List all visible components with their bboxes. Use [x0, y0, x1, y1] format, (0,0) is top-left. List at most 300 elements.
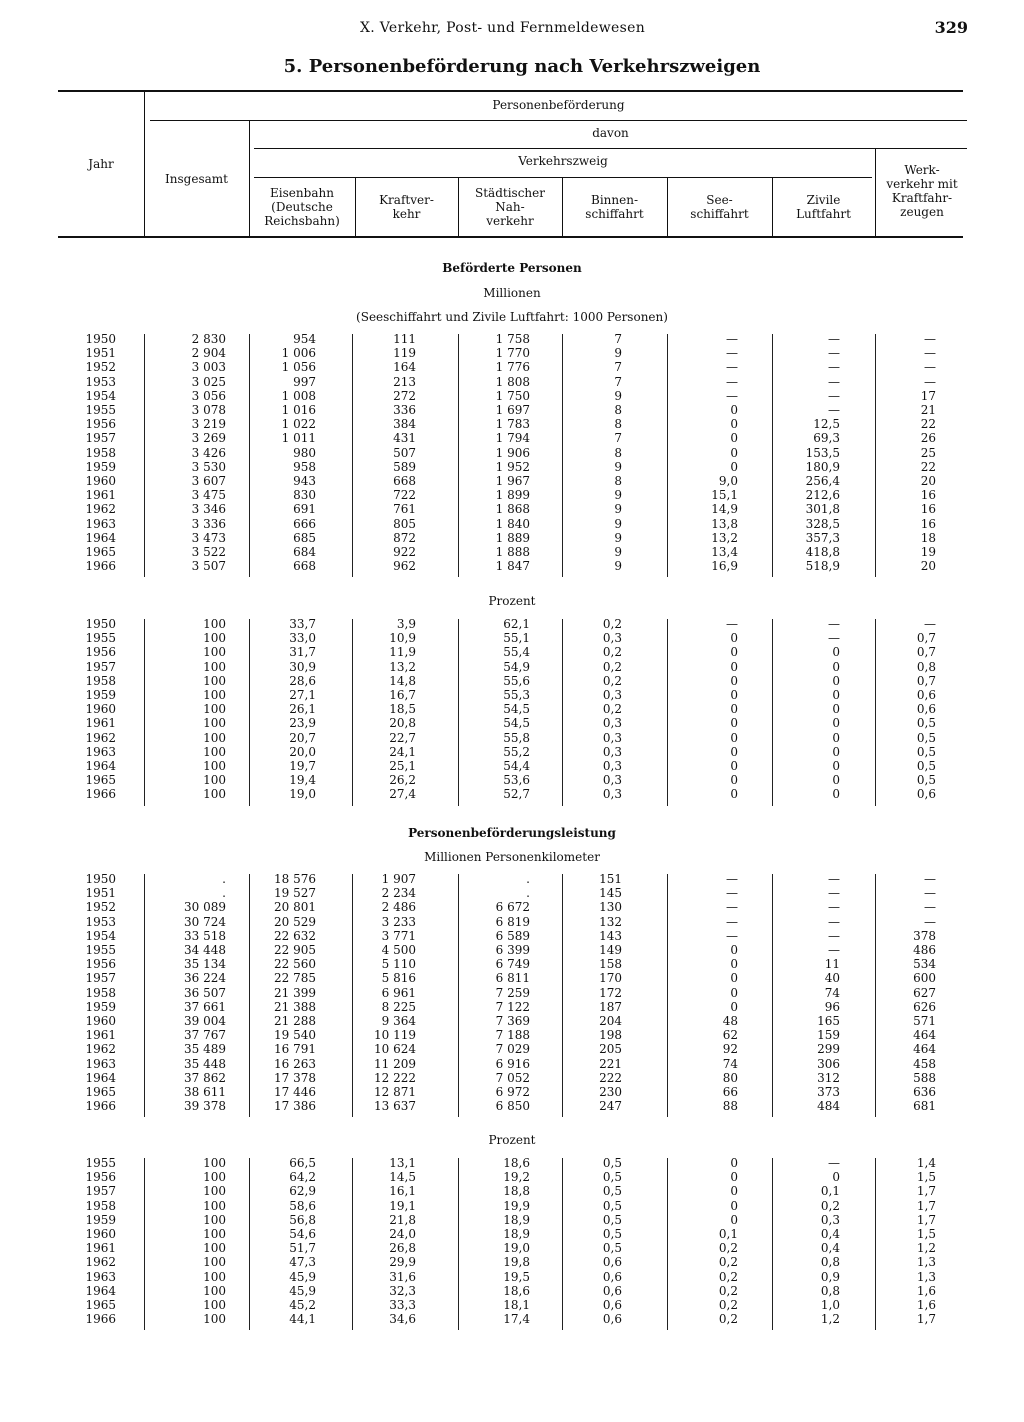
cell-kraftverkehr: 12 222: [374, 1070, 416, 1085]
cell-nahverkehr: 18,6: [503, 1283, 530, 1298]
cell-insgesamt: 3 507: [191, 559, 226, 574]
cell-werkverkehr: —: [924, 374, 936, 389]
cell-eisenbahn: 1 056: [281, 360, 316, 375]
cell-year: 1963: [85, 744, 116, 759]
table-block-befoerderte-millionen: [0, 332, 1024, 578]
table-row: [0, 773, 1024, 787]
table-row: [0, 559, 1024, 573]
cell-kraftverkehr: 431: [393, 431, 416, 446]
cell-luftfahrt: 1,2: [820, 1312, 840, 1327]
cell-kraftverkehr: 11 209: [374, 1056, 416, 1071]
cell-year: 1951: [85, 886, 116, 901]
cell-kraftverkehr: 31,6: [389, 1269, 416, 1284]
cell-werkverkehr: 18: [920, 530, 936, 545]
cell-seeschiffahrt: 0: [730, 702, 738, 717]
table-row: [0, 417, 1024, 431]
col-jahr-header: Jahr: [88, 157, 114, 171]
cell-werkverkehr: 0,7: [916, 673, 936, 688]
cell-kraftverkehr: 5 110: [381, 957, 416, 972]
cell-werkverkehr: 1,6: [916, 1298, 936, 1312]
cell-werkverkehr: 571: [913, 1014, 936, 1028]
cell-kraftverkehr: 805: [393, 516, 416, 531]
cell-kraftverkehr: 962: [393, 559, 416, 574]
cell-seeschiffahrt: 66: [722, 1085, 738, 1099]
cell-binnenschiffahrt: 187: [599, 999, 622, 1014]
table-title: 5. Personenbeförderung nach Verkehrszweigen: [283, 56, 761, 77]
cell-seeschiffahrt: 0: [730, 445, 738, 460]
cell-seeschiffahrt: 0: [730, 1198, 738, 1213]
cell-nahverkehr: 54,5: [503, 716, 530, 731]
table-row: [0, 660, 1024, 674]
cell-luftfahrt: 212,6: [805, 488, 840, 503]
cell-insgesamt: 33 518: [184, 928, 226, 943]
cell-kraftverkehr: 336: [393, 403, 416, 417]
cell-luftfahrt: —: [828, 928, 840, 943]
cell-binnenschiffahrt: 222: [599, 1070, 622, 1085]
cell-eisenbahn: 17 446: [274, 1085, 316, 1099]
cell-binnenschiffahrt: 143: [599, 928, 622, 943]
cell-kraftverkehr: 24,0: [389, 1227, 416, 1241]
cell-nahverkehr: 55,4: [503, 645, 530, 660]
cell-year: 1956: [85, 957, 116, 972]
cell-kraftverkehr: 13 637: [374, 1099, 416, 1114]
table-row: [0, 502, 1024, 516]
cell-luftfahrt: —: [828, 943, 840, 957]
cell-binnenschiffahrt: 0,5: [602, 1184, 622, 1199]
cell-year: 1953: [85, 914, 116, 929]
cell-luftfahrt: —: [828, 388, 840, 403]
cell-seeschiffahrt: 0,2: [718, 1298, 738, 1312]
col-nahverkehr-header: Städtischer Nah- verkehr: [475, 186, 545, 228]
cell-seeschiffahrt: 0: [730, 688, 738, 702]
cell-seeschiffahrt: 13,4: [711, 545, 738, 559]
cell-werkverkehr: 0,5: [916, 730, 936, 745]
cell-kraftverkehr: 33,3: [389, 1298, 416, 1312]
cell-year: 1964: [85, 530, 116, 545]
cell-werkverkehr: 627: [913, 985, 936, 1000]
cell-insgesamt: 3 475: [191, 488, 226, 503]
cell-nahverkehr: 18,8: [503, 1184, 530, 1199]
table-row: [0, 474, 1024, 488]
cell-eisenbahn: 980: [293, 445, 316, 460]
cell-seeschiffahrt: 0: [730, 744, 738, 759]
cell-year: 1959: [85, 1212, 116, 1227]
cell-werkverkehr: 16: [920, 502, 936, 517]
cell-nahverkehr: 6 811: [495, 971, 530, 986]
cell-binnenschiffahrt: 0,6: [602, 1283, 622, 1298]
cell-werkverkehr: —: [924, 886, 936, 901]
cell-insgesamt: 100: [203, 1255, 226, 1270]
cell-binnenschiffahrt: 0,5: [602, 1170, 622, 1185]
cell-eisenbahn: 28,6: [289, 673, 316, 688]
cell-werkverkehr: 0,6: [916, 702, 936, 717]
cell-nahverkehr: 18,6: [503, 1156, 530, 1170]
cell-binnenschiffahrt: 198: [599, 1028, 622, 1043]
cell-kraftverkehr: 164: [393, 360, 416, 375]
cell-binnenschiffahrt: 0,3: [602, 688, 622, 702]
cell-insgesamt: 37 767: [184, 1028, 226, 1043]
cell-year: 1963: [85, 1056, 116, 1071]
cell-luftfahrt: 0: [832, 744, 840, 759]
cell-nahverkehr: 1 808: [495, 374, 530, 389]
cell-year: 1965: [85, 545, 116, 559]
cell-werkverkehr: 626: [913, 999, 936, 1014]
header-rule: [150, 120, 967, 121]
cell-seeschiffahrt: —: [726, 360, 738, 375]
cell-insgesamt: 100: [203, 1312, 226, 1327]
cell-insgesamt: 30 089: [184, 900, 226, 915]
cell-eisenbahn: 1 022: [281, 417, 316, 432]
cell-insgesamt: 100: [203, 1156, 226, 1170]
cell-luftfahrt: 0,3: [820, 1212, 840, 1227]
cell-nahverkehr: 1 776: [495, 360, 530, 375]
cell-seeschiffahrt: 0: [730, 659, 738, 674]
cell-year: 1952: [85, 900, 116, 915]
cell-nahverkehr: 1 783: [495, 417, 530, 432]
cell-luftfahrt: —: [828, 360, 840, 375]
cell-seeschiffahrt: 13,2: [711, 530, 738, 545]
cell-werkverkehr: 1,5: [916, 1170, 936, 1185]
cell-insgesamt: 37 862: [184, 1070, 226, 1085]
cell-eisenbahn: 33,0: [289, 631, 316, 646]
cell-eisenbahn: 16 791: [274, 1042, 316, 1057]
cell-werkverkehr: 378: [913, 928, 936, 943]
cell-eisenbahn: 16 263: [274, 1056, 316, 1071]
cell-werkverkehr: 458: [913, 1056, 936, 1071]
cell-kraftverkehr: 21,8: [389, 1212, 416, 1227]
cell-nahverkehr: 6 916: [495, 1056, 530, 1071]
cell-eisenbahn: 19 527: [274, 886, 316, 901]
section-unit-personenkilometer: Millionen Personenkilometer: [424, 850, 600, 864]
cell-eisenbahn: 1 006: [281, 346, 316, 361]
cell-year: 1965: [85, 1298, 116, 1312]
cell-seeschiffahrt: 0,2: [718, 1312, 738, 1327]
cell-luftfahrt: 0: [832, 1170, 840, 1185]
cell-seeschiffahrt: 0: [730, 1170, 738, 1185]
cell-nahverkehr: 7 122: [495, 999, 530, 1014]
cell-nahverkehr: 7 369: [495, 1014, 530, 1028]
cell-luftfahrt: 153,5: [805, 445, 840, 460]
table-row: [0, 872, 1024, 886]
cell-luftfahrt: 357,3: [805, 530, 840, 545]
cell-binnenschiffahrt: 170: [599, 971, 622, 986]
table-row: [0, 545, 1024, 559]
cell-insgesamt: 3 530: [191, 459, 226, 474]
cell-binnenschiffahrt: 9: [614, 530, 622, 545]
cell-year: 1962: [85, 1255, 116, 1270]
cell-binnenschiffahrt: 0,6: [602, 1298, 622, 1312]
cell-werkverkehr: 486: [913, 943, 936, 957]
cell-seeschiffahrt: 0: [730, 403, 738, 417]
cell-nahverkehr: 1 868: [495, 502, 530, 517]
cell-kraftverkehr: 8 225: [381, 999, 416, 1014]
cell-seeschiffahrt: 0: [730, 631, 738, 646]
cell-year: 1956: [85, 645, 116, 660]
col-luftfahrt-header: Zivile Luftfahrt: [796, 193, 851, 221]
cell-seeschiffahrt: 0: [730, 1184, 738, 1199]
cell-year: 1951: [85, 346, 116, 361]
cell-year: 1952: [85, 360, 116, 375]
cell-eisenbahn: 19 540: [274, 1028, 316, 1043]
cell-seeschiffahrt: —: [726, 332, 738, 346]
cell-nahverkehr: 19,2: [503, 1170, 530, 1185]
cell-binnenschiffahrt: 149: [599, 943, 622, 957]
cell-eisenbahn: 22 785: [274, 971, 316, 986]
cell-nahverkehr: 1 758: [495, 332, 530, 346]
table-row: [0, 488, 1024, 502]
cell-luftfahrt: 0: [832, 716, 840, 731]
cell-kraftverkehr: 13,1: [389, 1156, 416, 1170]
section-befoerderte-personen: Beförderte Personen: [442, 261, 582, 275]
cell-eisenbahn: 19,7: [289, 759, 316, 773]
cell-binnenschiffahrt: 0,5: [602, 1198, 622, 1213]
table-row: [0, 389, 1024, 403]
cell-insgesamt: .: [222, 872, 226, 886]
cell-binnenschiffahrt: 7: [614, 332, 622, 346]
cell-kraftverkehr: 26,2: [389, 773, 416, 788]
cell-eisenbahn: 20,0: [289, 744, 316, 759]
cell-insgesamt: 100: [203, 1198, 226, 1213]
cell-kraftverkehr: 27,4: [389, 787, 416, 802]
cell-year: 1955: [85, 1156, 116, 1170]
cell-nahverkehr: 6 399: [495, 943, 530, 957]
cell-seeschiffahrt: 0: [730, 943, 738, 957]
table-row: [0, 403, 1024, 417]
table-row: [0, 759, 1024, 773]
cell-werkverkehr: 464: [913, 1028, 936, 1043]
cell-nahverkehr: 7 188: [495, 1028, 530, 1043]
cell-insgesamt: 2 830: [191, 332, 226, 346]
cell-year: 1962: [85, 502, 116, 517]
cell-eisenbahn: 997: [293, 374, 316, 389]
cell-werkverkehr: 1,5: [916, 1227, 936, 1241]
table-row: [0, 1028, 1024, 1042]
cell-insgesamt: .: [222, 886, 226, 901]
cell-binnenschiffahrt: 0,2: [602, 673, 622, 688]
cell-eisenbahn: 21 288: [274, 1014, 316, 1028]
cell-insgesamt: 3 473: [191, 530, 226, 545]
cell-seeschiffahrt: 0: [730, 459, 738, 474]
cell-werkverkehr: —: [924, 360, 936, 375]
cell-seeschiffahrt: —: [726, 388, 738, 403]
cell-insgesamt: 100: [203, 1283, 226, 1298]
cell-werkverkehr: —: [924, 900, 936, 915]
cell-eisenbahn: 18 576: [274, 872, 316, 886]
cell-seeschiffahrt: 48: [722, 1014, 738, 1028]
cell-seeschiffahrt: 80: [722, 1070, 738, 1085]
cell-insgesamt: 35 134: [184, 957, 226, 972]
cell-insgesamt: 100: [203, 716, 226, 731]
cell-seeschiffahrt: 9,0: [718, 474, 738, 488]
cell-seeschiffahrt: 0,2: [718, 1269, 738, 1284]
cell-year: 1957: [85, 659, 116, 674]
cell-insgesamt: 35 489: [184, 1042, 226, 1057]
cell-nahverkehr: 52,7: [503, 787, 530, 802]
cell-eisenbahn: 54,6: [289, 1227, 316, 1241]
cell-luftfahrt: 301,8: [805, 502, 840, 517]
cell-eisenbahn: 668: [293, 559, 316, 574]
cell-binnenschiffahrt: 172: [599, 985, 622, 1000]
cell-luftfahrt: —: [828, 914, 840, 929]
cell-werkverkehr: 636: [913, 1085, 936, 1099]
cell-binnenschiffahrt: 9: [614, 559, 622, 574]
cell-eisenbahn: 19,0: [289, 787, 316, 802]
cell-luftfahrt: —: [828, 374, 840, 389]
cell-luftfahrt: —: [828, 886, 840, 901]
cell-luftfahrt: 0: [832, 688, 840, 702]
cell-binnenschiffahrt: 151: [599, 872, 622, 886]
table-block-leistung-prozent: [0, 1156, 1024, 1330]
table-row: [0, 1213, 1024, 1227]
cell-insgesamt: 100: [203, 631, 226, 646]
cell-nahverkehr: 54,5: [503, 702, 530, 717]
cell-year: 1964: [85, 1283, 116, 1298]
table-row: [0, 957, 1024, 971]
cell-eisenbahn: 684: [293, 545, 316, 559]
cell-luftfahrt: 11: [824, 957, 840, 972]
cell-eisenbahn: 17 386: [274, 1099, 316, 1114]
cell-kraftverkehr: 761: [393, 502, 416, 517]
cell-kraftverkehr: 922: [393, 545, 416, 559]
cell-seeschiffahrt: 0: [730, 417, 738, 432]
cell-binnenschiffahrt: 0,3: [602, 787, 622, 802]
section-unit-prozent: Prozent: [488, 594, 536, 608]
cell-seeschiffahrt: 0: [730, 673, 738, 688]
cell-binnenschiffahrt: 205: [599, 1042, 622, 1057]
cell-binnenschiffahrt: 9: [614, 388, 622, 403]
cell-kraftverkehr: 10,9: [389, 631, 416, 646]
cell-binnenschiffahrt: 0,3: [602, 631, 622, 646]
cell-eisenbahn: 44,1: [289, 1312, 316, 1327]
cell-year: 1957: [85, 971, 116, 986]
table-row: [0, 1156, 1024, 1170]
cell-eisenbahn: 56,8: [289, 1212, 316, 1227]
cell-year: 1959: [85, 999, 116, 1014]
cell-kraftverkehr: 3,9: [396, 617, 416, 631]
cell-nahverkehr: 1 840: [495, 516, 530, 531]
cell-year: 1965: [85, 773, 116, 788]
cell-kraftverkehr: 3 233: [381, 914, 416, 929]
cell-werkverkehr: —: [924, 346, 936, 361]
cell-werkverkehr: 25: [920, 445, 936, 460]
cell-luftfahrt: 159: [817, 1028, 840, 1043]
table-row: [0, 886, 1024, 900]
cell-nahverkehr: 18,1: [503, 1298, 530, 1312]
cell-eisenbahn: 66,5: [289, 1156, 316, 1170]
cell-binnenschiffahrt: 230: [599, 1085, 622, 1099]
cell-eisenbahn: 685: [293, 530, 316, 545]
cell-werkverkehr: 1,4: [916, 1156, 936, 1170]
cell-year: 1956: [85, 417, 116, 432]
cell-luftfahrt: —: [828, 900, 840, 915]
cell-seeschiffahrt: 0: [730, 1212, 738, 1227]
cell-insgesamt: 100: [203, 730, 226, 745]
cell-kraftverkehr: 10 119: [374, 1028, 416, 1043]
cell-insgesamt: 100: [203, 645, 226, 660]
cell-seeschiffahrt: 0,2: [718, 1283, 738, 1298]
table-row: [0, 731, 1024, 745]
table-row: [0, 1227, 1024, 1241]
table-row: [0, 1284, 1024, 1298]
cell-seeschiffahrt: 0: [730, 971, 738, 986]
cell-nahverkehr: 55,8: [503, 730, 530, 745]
cell-seeschiffahrt: 0: [730, 759, 738, 773]
cell-luftfahrt: 0: [832, 645, 840, 660]
cell-year: 1954: [85, 928, 116, 943]
cell-eisenbahn: 22 632: [274, 928, 316, 943]
cell-seeschiffahrt: 16,9: [711, 559, 738, 574]
cell-kraftverkehr: 25,1: [389, 759, 416, 773]
cell-eisenbahn: 47,3: [289, 1255, 316, 1270]
page-number: 329: [934, 18, 968, 37]
cell-year: 1955: [85, 631, 116, 646]
cell-kraftverkehr: 6 961: [381, 985, 416, 1000]
cell-year: 1964: [85, 1070, 116, 1085]
cell-nahverkehr: 6 672: [495, 900, 530, 915]
cell-nahverkehr: 7 259: [495, 985, 530, 1000]
cell-luftfahrt: 518,9: [805, 559, 840, 574]
cell-luftfahrt: 328,5: [805, 516, 840, 531]
cell-werkverkehr: 0,6: [916, 688, 936, 702]
cell-werkverkehr: 20: [920, 559, 936, 574]
cell-year: 1955: [85, 403, 116, 417]
cell-seeschiffahrt: 13,8: [711, 516, 738, 531]
cell-luftfahrt: 0: [832, 673, 840, 688]
cell-eisenbahn: 19,4: [289, 773, 316, 788]
cell-binnenschiffahrt: 0,5: [602, 1227, 622, 1241]
cell-eisenbahn: 20 529: [274, 914, 316, 929]
cell-werkverkehr: 0,7: [916, 645, 936, 660]
cell-eisenbahn: 954: [293, 332, 316, 346]
cell-nahverkehr: .: [526, 886, 530, 901]
cell-luftfahrt: 0: [832, 759, 840, 773]
cell-kraftverkehr: 32,3: [389, 1283, 416, 1298]
cell-luftfahrt: —: [828, 332, 840, 346]
cell-insgesamt: 3 025: [191, 374, 226, 389]
cell-seeschiffahrt: 0,2: [718, 1255, 738, 1270]
cell-seeschiffahrt: —: [726, 914, 738, 929]
cell-nahverkehr: 18,9: [503, 1212, 530, 1227]
cell-insgesamt: 3 003: [191, 360, 226, 375]
cell-seeschiffahrt: —: [726, 886, 738, 901]
cell-insgesamt: 36 507: [184, 985, 226, 1000]
table-row: [0, 332, 1024, 346]
cell-binnenschiffahrt: 0,3: [602, 716, 622, 731]
cell-luftfahrt: 0,2: [820, 1198, 840, 1213]
cell-nahverkehr: 1 770: [495, 346, 530, 361]
cell-insgesamt: 3 607: [191, 474, 226, 488]
col-eisenbahn-header: Eisenbahn (Deutsche Reichsbahn): [264, 186, 340, 228]
cell-seeschiffahrt: 14,9: [711, 502, 738, 517]
cell-eisenbahn: 21 399: [274, 985, 316, 1000]
cell-werkverkehr: 681: [913, 1099, 936, 1114]
cell-binnenschiffahrt: 8: [614, 403, 622, 417]
table-row: [0, 1241, 1024, 1255]
cell-nahverkehr: 1 847: [495, 559, 530, 574]
cell-year: 1961: [85, 488, 116, 503]
cell-binnenschiffahrt: 158: [599, 957, 622, 972]
cell-werkverkehr: 0,6: [916, 787, 936, 802]
cell-year: 1956: [85, 1170, 116, 1185]
table-row: [0, 787, 1024, 801]
table-row: [0, 617, 1024, 631]
cell-eisenbahn: 830: [293, 488, 316, 503]
cell-seeschiffahrt: —: [726, 617, 738, 631]
cell-werkverkehr: 588: [913, 1070, 936, 1085]
chapter-title: X. Verkehr, Post- und Fernmeldewesen: [360, 20, 646, 36]
cell-insgesamt: 3 078: [191, 403, 226, 417]
cell-werkverkehr: —: [924, 914, 936, 929]
